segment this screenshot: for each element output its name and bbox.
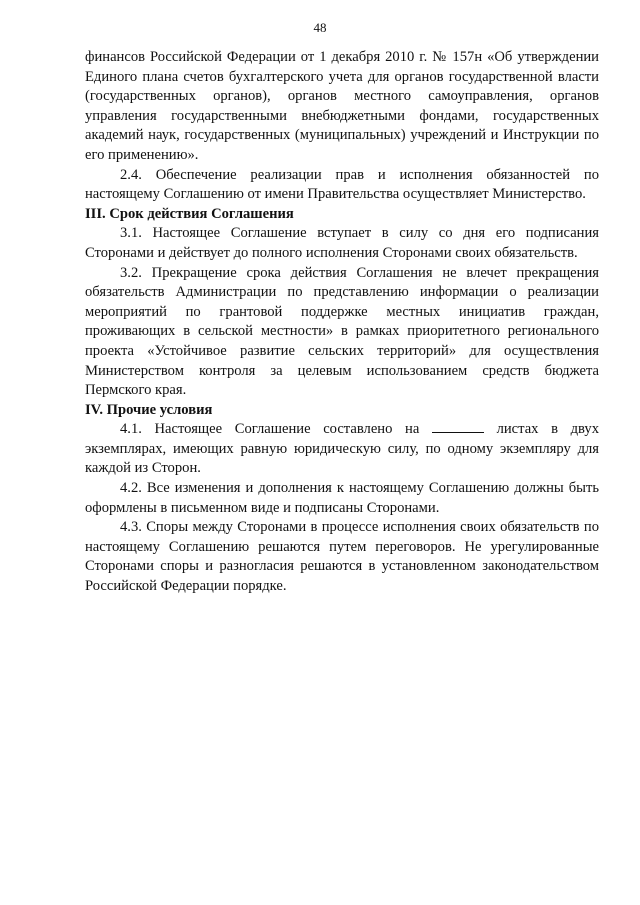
blank-field bbox=[432, 420, 484, 433]
intro-paragraph: финансов Российской Федерации от 1 декабря 2010 г. № 157н «Об утверждении Единого плана счетов бухгалтерского учета для органов государственной власти (государственных органов), органов местного самоуправления, органов управления государственными внебюджетными фондами, государственных академий наук, государственных (муниципальных) учреждений и Инструкции по его применению». bbox=[85, 49, 599, 163]
paragraph-4-2: 4.2. Все изменения и дополнения к настоящему Соглашению должны быть оформлены в письменном виде и подписаны Сторонами. bbox=[85, 480, 599, 516]
paragraph-3-2: 3.2. Прекращение срока действия Соглашения не влечет прекращения обязательств Администрации по представлению информации о реализации мероприятий по грантовой поддержке местных инициатив граждан, проживающих в сельской местности» в рамках приоритетного регионального проекта «Устойчивое развитие сельских территорий» для осуществления Министерством контроля за целевым использованием средств бюджета Пермского края. bbox=[85, 264, 599, 399]
paragraph-4-1-start: 4.1. Настоящее Соглашение составлено на bbox=[120, 421, 420, 438]
paragraph-2-4: 2.4. Обеспечение реализации прав и исполнения обязанностей по настоящему Соглашению от имени Правительства осуществляет Министерство. bbox=[85, 166, 599, 203]
document-body bbox=[85, 48, 599, 597]
section-3-title: III. Срок действия Соглашения bbox=[85, 205, 294, 222]
paragraph-4-3: 4.3. Споры между Сторонами в процессе исполнения своих обязательств по настоящему Соглашению решаются путем переговоров. Не урегулированные Сторонами споры и разногласия решаются в установленном законодательством Российской Федерации порядке. bbox=[85, 519, 599, 595]
paragraph-4-1 bbox=[85, 420, 599, 479]
section-4-title: IV. Прочие условия bbox=[85, 401, 213, 418]
paragraph-4-1-end: листах в двух экземплярах, имеющих равную юридическую силу, по одному экземпляру для каждой из Сторон. bbox=[85, 421, 599, 477]
page-number: 48 bbox=[313, 20, 327, 35]
paragraph-3-1: 3.1. Настоящее Соглашение вступает в силу со дня его подписания Сторонами и действует до полного исполнения Сторонами своих обязательств. bbox=[85, 225, 599, 261]
